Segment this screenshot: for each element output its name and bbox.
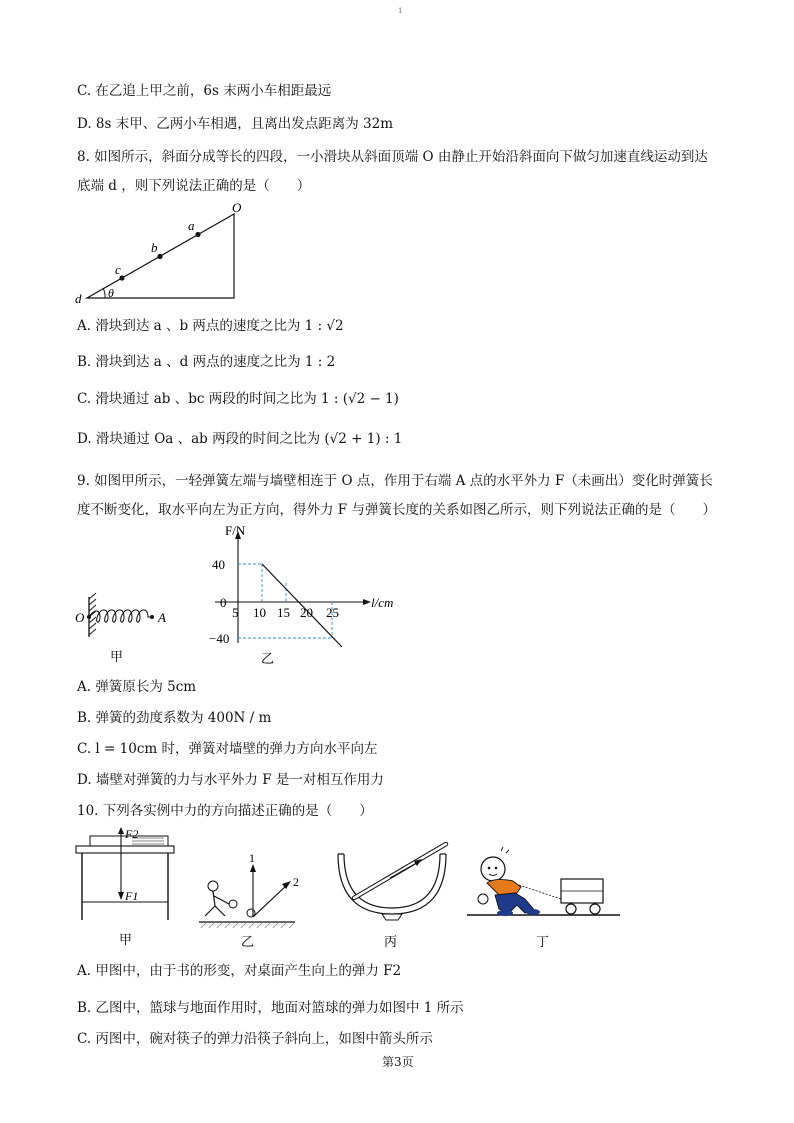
- caption-ding: 丁: [536, 934, 550, 949]
- cart-wheel-left: [566, 904, 576, 914]
- label-a: a: [188, 218, 195, 233]
- incline-figure: [72, 200, 252, 310]
- caption-yi: 乙: [241, 934, 255, 949]
- spring-figure: [72, 585, 182, 665]
- q9-stem-line1: 9. 如图甲所示，一轻弹簧左端与墙壁相连于 O 点，作用于右端 A 点的水平外力 F（未画出）变化时弹簧长: [77, 473, 713, 489]
- xtick-10: 10: [253, 605, 266, 620]
- caption-jia: 甲: [119, 932, 133, 947]
- label-1: 1: [249, 851, 255, 865]
- q8-option-d: D. 滑块通过 Oa 、ab 两段的时间之比为 (√2 + 1) : 1: [77, 431, 403, 447]
- label-theta: θ: [108, 286, 114, 300]
- bowl-figure: [330, 840, 460, 950]
- player-body: [205, 891, 229, 916]
- spring-coil: [89, 610, 152, 622]
- x-axis-label: l/cm: [371, 595, 394, 610]
- chopstick-arrow: [390, 862, 418, 878]
- q8-stem-line1: 8. 如图所示，斜面分成等长的四段，一小滑块从斜面顶端 O 由静止开始沿斜面向下做匀加速直线运动到达: [77, 149, 708, 165]
- bowl-inner: [344, 854, 440, 908]
- point-A: [150, 615, 154, 619]
- q8-stem-line2: 底端 d ，则下列说法正确的是（ ）: [77, 178, 311, 194]
- caption-yi: 乙: [261, 651, 275, 666]
- label-F1: F1: [125, 889, 139, 903]
- label-c: c: [115, 262, 121, 277]
- point-O: [87, 615, 91, 619]
- xtick-20: 20: [300, 605, 313, 620]
- q8-option-a: A. 滑块到达 a 、b 两点的速度之比为 1 : √2: [77, 318, 344, 334]
- q9-option-d: D. 墙壁对弹簧的力与水平外力 F 是一对相互作用力: [77, 772, 384, 788]
- ytick-0: 0: [220, 595, 227, 610]
- ytick-neg40: −40: [209, 631, 230, 646]
- ground-hatching: [201, 922, 295, 928]
- table-figure: [72, 826, 182, 951]
- label-F2: F2: [125, 827, 139, 841]
- person-head: [481, 857, 505, 881]
- ytick-40: 40: [212, 557, 225, 572]
- label-A: A: [158, 610, 166, 625]
- x-axis-arrow: [363, 599, 371, 605]
- label-O: O: [75, 610, 85, 625]
- rope: [519, 885, 561, 899]
- q10-option-b: B. 乙图中，篮球与地面作用时，地面对篮球的弹力如图中 1 所示: [77, 1000, 464, 1016]
- cart-figure: [465, 843, 625, 950]
- q7-option-c: C. 在乙追上甲之前，6s 末两小车相距最远: [77, 83, 332, 99]
- caption-bing: 丙: [384, 934, 398, 949]
- q9-option-c: C. l = 10cm 时，弹簧对墙壁的弹力方向水平向左: [77, 741, 378, 757]
- xtick-5: 5: [232, 605, 239, 620]
- y-axis-label: F/N: [225, 525, 246, 538]
- q10-option-a: A. 甲图中，由于书的形变，对桌面产生向上的弹力 F2: [77, 963, 402, 979]
- xtick-15: 15: [277, 605, 290, 620]
- label-O: O: [232, 200, 242, 215]
- cart-wheel-right: [590, 904, 600, 914]
- page-footer: 第3页: [382, 1055, 414, 1069]
- bowl-outer: [338, 854, 446, 914]
- q9-stem-line2: 度不断变化，取水平向左为正方向，得外力 F 与弹簧长度的关系如图乙所示，则下列说法正确的是（ ）: [77, 502, 716, 518]
- player-head: [208, 881, 218, 891]
- basketball-figure: [195, 850, 310, 950]
- label-d: d: [75, 291, 82, 306]
- caption-jia: 甲: [110, 649, 124, 664]
- point-b: [157, 254, 162, 259]
- guide-lines: [238, 564, 332, 638]
- page-top-number: 1: [398, 7, 403, 15]
- q8-option-c: C. 滑块通过 ab 、bc 两段的时间之比为 1 : (√2 − 1): [77, 391, 399, 407]
- q8-option-b: B. 滑块到达 a 、d 两点的速度之比为 1 : 2: [77, 354, 336, 370]
- q10-option-c: C. 丙图中，碗对筷子的弹力沿筷子斜向上，如图中箭头所示: [77, 1031, 433, 1047]
- label-2: 2: [293, 875, 299, 889]
- arrow-2: [253, 885, 287, 917]
- table-top: [76, 846, 174, 853]
- force-length-graph: [195, 525, 405, 670]
- q9-option-a: A. 弹簧原长为 5cm: [77, 679, 197, 695]
- xtick-25: 25: [326, 605, 339, 620]
- q9-option-b: B. 弹簧的劲度系数为 400N / m: [77, 710, 272, 726]
- theta-arc: [103, 288, 105, 298]
- q10-stem: 10. 下列各实例中力的方向描述正确的是（ ）: [77, 803, 373, 819]
- person-shirt: [487, 879, 521, 895]
- wall-hatching: [89, 593, 96, 635]
- point-a: [195, 232, 200, 237]
- label-b: b: [151, 240, 158, 255]
- q7-option-d: D. 8s 末甲、乙两小车相遇，且离出发点距离为 32m: [77, 116, 394, 132]
